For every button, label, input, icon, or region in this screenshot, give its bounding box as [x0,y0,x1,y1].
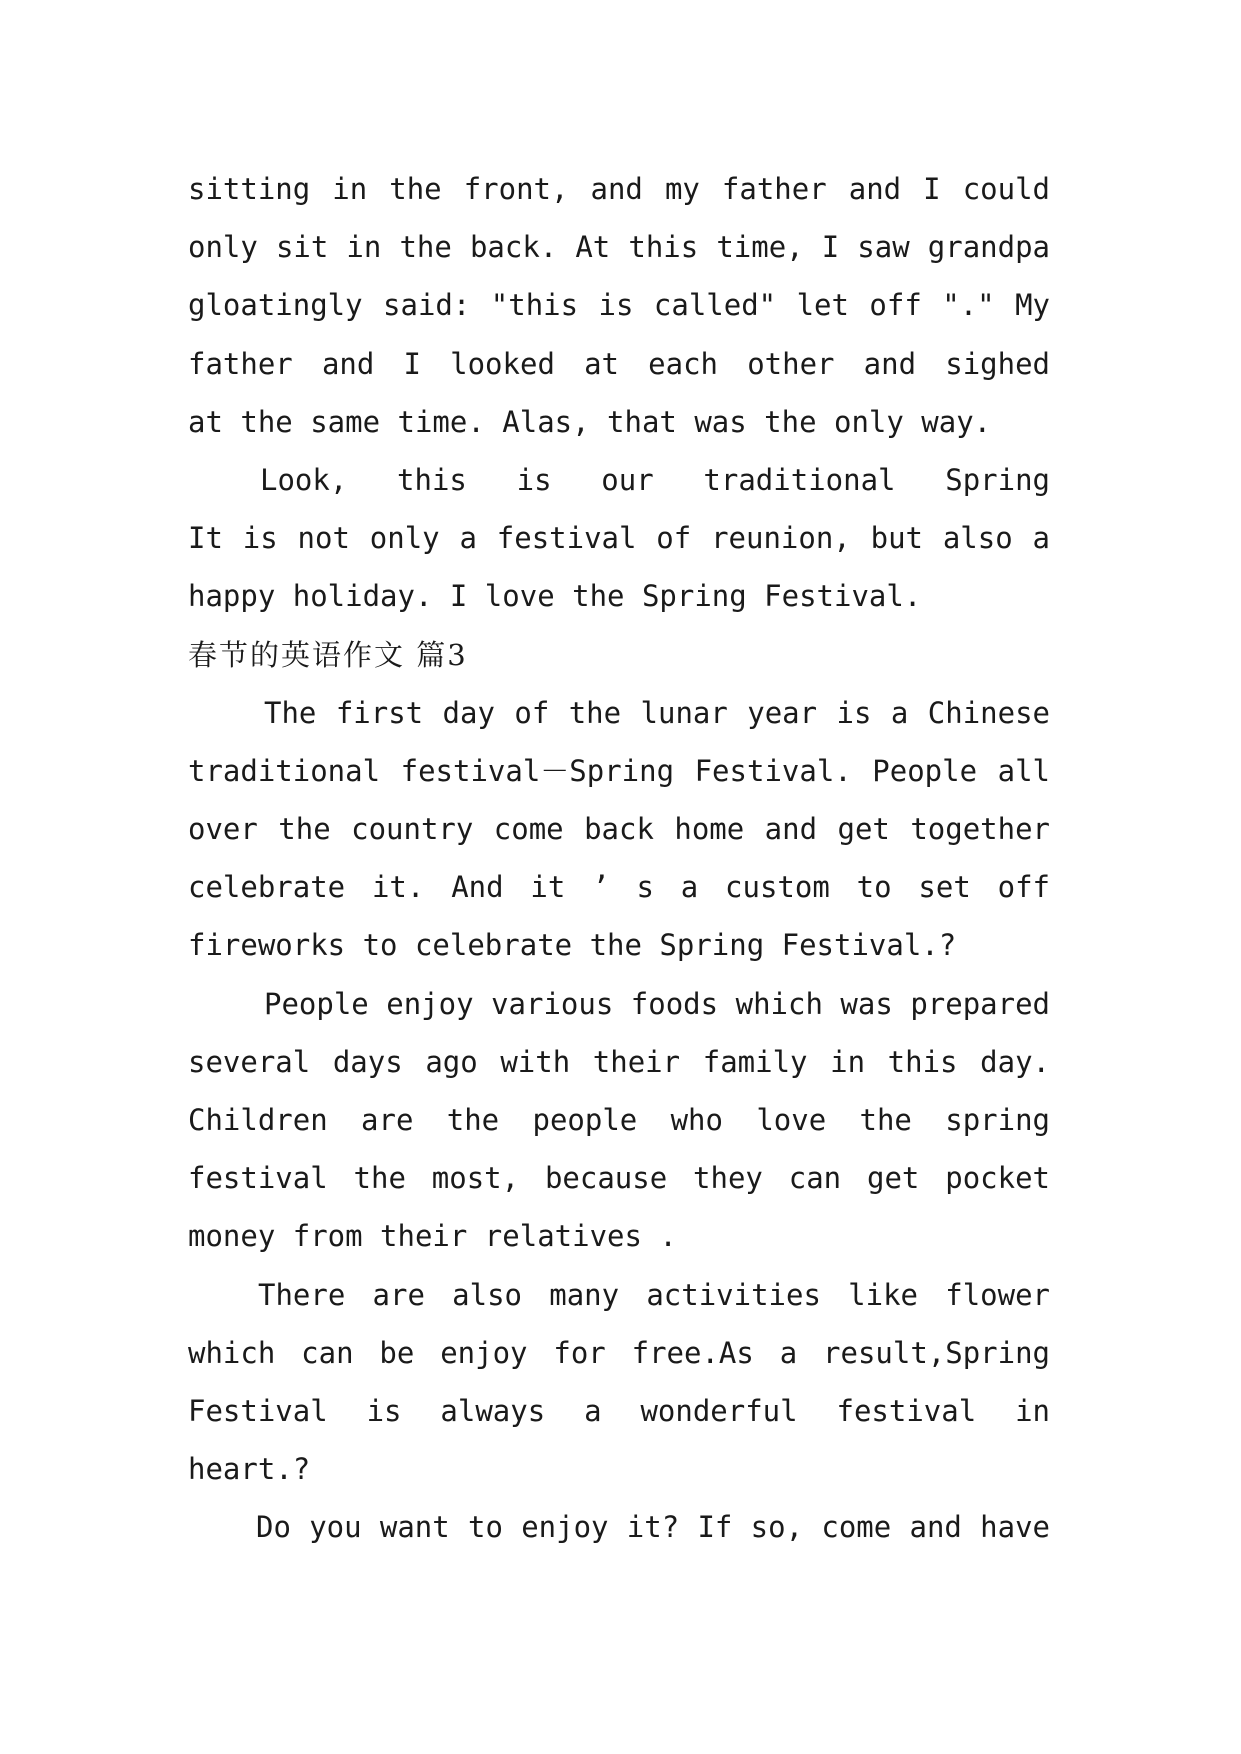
text-line: which can be enjoy for free.As a result,Spring [188,1335,1050,1370]
text-line: heart.? [188,1452,311,1487]
text-line: traditional festival－Spring Festival. People all [188,753,1050,788]
text-line: Do you want to enjoy it? If so, come and have [256,1510,1050,1545]
text-line: money from their relatives . [188,1219,677,1254]
text-line: several days ago with their family in this day. [188,1044,1050,1079]
text-line: People enjoy various foods which was prepared [264,986,1050,1021]
text-line: at the same time. Alas, that was the only way. [188,404,992,439]
text-line: gloatingly said: "this is called" let off "." My [188,288,1050,323]
text-line: festival the most, because they can get pocket [188,1161,1050,1196]
text-line: Look, this is our traditional Spring [260,462,1050,497]
text-line: fireworks to celebrate the Spring Festival.? [188,928,957,963]
text-line: celebrate it. And it ’ s a custom to set off [188,870,1050,905]
text-line: The first day of the lunar year is a Chinese [264,695,1050,730]
text-line: sitting in the front, and my father and I could [188,172,1050,206]
document-body [188,160,1050,1557]
text-line: Children are the people who love the spring [188,1103,1050,1137]
text-line: happy holiday. I love the Spring Festival. [188,579,922,614]
text-line: father and I looked at each other and sighed [188,346,1050,381]
text-line: It is not only a festival of reunion, but also a [188,521,1050,556]
text-line: only sit in the back. At this time, I saw grandpa [188,230,1050,265]
text-line: over the country come back home and get together [188,812,1050,847]
section-heading: 春节的英语作文 篇3 [188,637,468,672]
text-line: Festival is always a wonderful festival in [188,1393,1050,1428]
text-line: There are also many activities like flower [258,1277,1050,1312]
